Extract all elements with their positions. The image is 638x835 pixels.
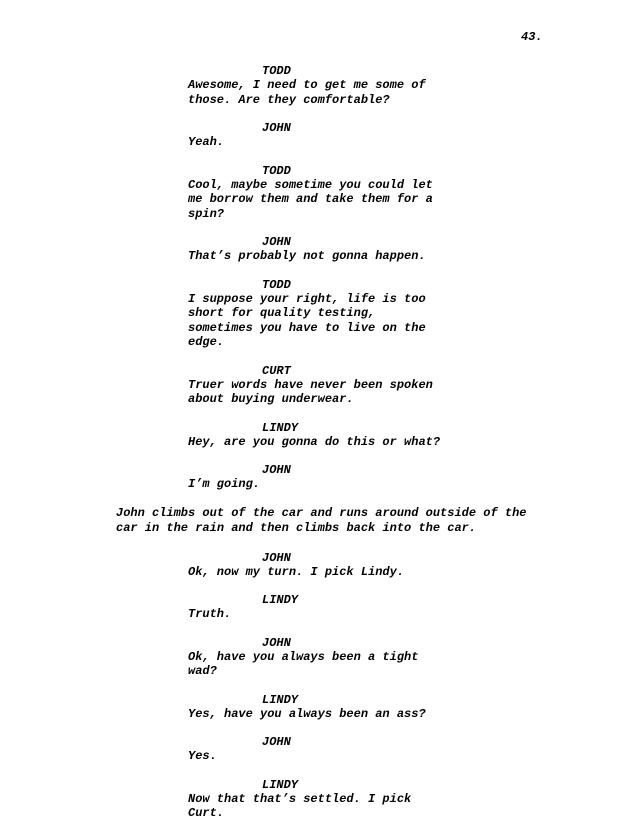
dialogue-line: Yes, have you always been an ass? [188, 706, 426, 721]
dialogue-block [0, 551, 638, 580]
dialogue-line: edge. [188, 335, 225, 349]
dialogue-block [0, 593, 638, 622]
dialogue-block [0, 121, 638, 150]
dialogue-block [0, 164, 638, 222]
dialogue-block [0, 693, 638, 722]
dialogue-line: Truer words have never been spoken [188, 377, 433, 392]
dialogue-line: about buying underwear. [188, 392, 354, 406]
character-name: LINDY [262, 692, 299, 707]
dialogue-line: sometimes you have to live on the [188, 320, 426, 335]
dialogue-line: Yes. [188, 749, 217, 763]
dialogue-line: Truth. [188, 607, 232, 621]
character-name: JOHN [262, 735, 291, 749]
dialogue-line: Cool, maybe sometime you could let [188, 177, 433, 192]
dialogue-block [0, 735, 638, 764]
dialogue-line: Ok, now my turn. I pick Lindy. [188, 564, 405, 579]
dialogue-block [0, 64, 638, 107]
dialogue-line: Yeah. [188, 135, 225, 149]
dialogue-line: I suppose your right, life is too [188, 291, 426, 306]
character-name: CURT [262, 363, 291, 378]
character-name: TODD [262, 163, 291, 178]
dialogue-block [0, 278, 638, 350]
dialogue-block [0, 778, 638, 821]
dialogue-block [0, 463, 638, 492]
character-name: JOHN [262, 550, 291, 565]
dialogue-line: That’s probably not gonna happen. [188, 249, 426, 263]
dialogue-block [0, 235, 638, 264]
dialogue-line: me borrow them and take them for a [188, 192, 433, 206]
character-name: JOHN [262, 235, 291, 249]
dialogue-line: those. Are they comfortable? [188, 92, 390, 107]
action-line: John climbs out of the car and runs around outside of the [116, 505, 527, 520]
character-name: TODD [262, 277, 291, 292]
dialogue-line: wad? [188, 664, 217, 678]
dialogue-line: I’m going. [188, 477, 261, 491]
dialogue-block [0, 636, 638, 679]
action-line: car in the rain and then climbs back into the car. [116, 520, 477, 535]
dialogue-line: Curt. [188, 806, 225, 820]
script-body [0, 64, 638, 835]
dialogue-block [0, 421, 638, 450]
character-name: JOHN [262, 635, 291, 650]
page-number: 43. [521, 30, 543, 44]
character-name: LINDY [262, 777, 299, 792]
character-name: TODD [262, 64, 291, 78]
dialogue-line: Hey, are you gonna do this or what? [188, 434, 441, 449]
dialogue-line: short for quality testing, [188, 306, 376, 320]
dialogue-line: Ok, have you always been a tight [188, 649, 419, 664]
dialogue-line: Now that that’s settled. I pick [188, 791, 412, 806]
character-name: JOHN [262, 463, 291, 477]
dialogue-line: spin? [188, 206, 225, 221]
character-name: JOHN [262, 121, 291, 135]
dialogue-line: Awesome, I need to get me some of [188, 78, 426, 92]
action-block [0, 506, 638, 536]
dialogue-block [0, 364, 638, 407]
character-name: LINDY [262, 420, 299, 435]
character-name: LINDY [262, 593, 299, 607]
